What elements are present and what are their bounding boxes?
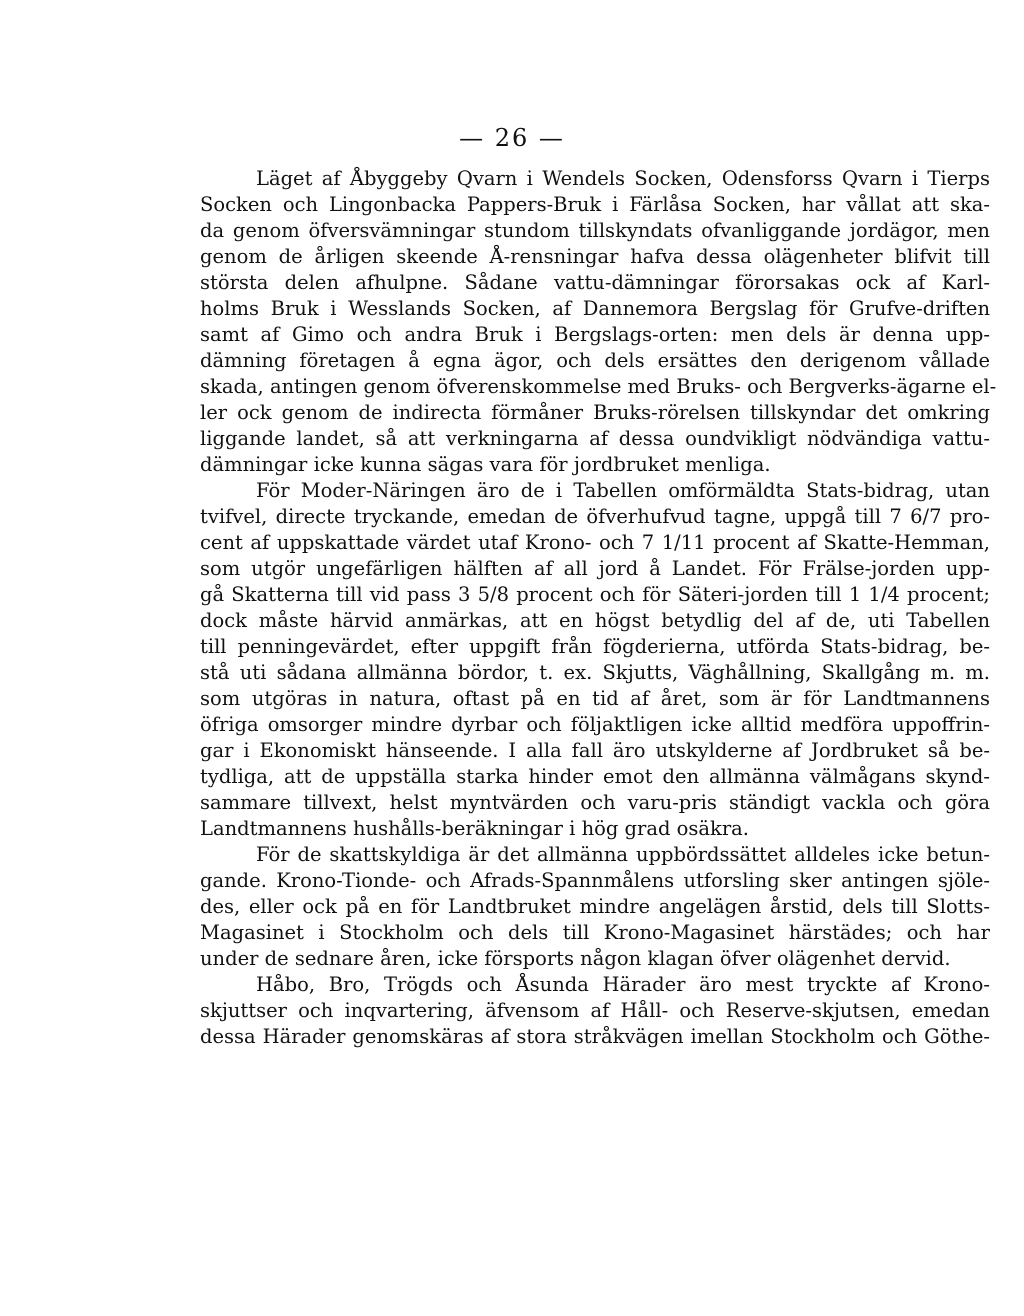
text-line: För de skattskyldiga är det allmänna uppbördssättet alldeles icke betun- bbox=[256, 843, 990, 866]
text-line: holms Bruk i Wesslands Socken, af Dannemora Bergslag för Grufve-driften bbox=[200, 297, 990, 320]
page-number: — 26 — bbox=[459, 124, 565, 152]
text-line: till penningevärdet, efter uppgift från fögderierna, utförda Stats-bidrag, be- bbox=[200, 635, 990, 658]
text-line: som utgöras in natura, oftast på en tid af året, som är för Landtmannens bbox=[200, 687, 990, 710]
text-line: des, eller ock på en för Landtbruket mindre angelägen årstid, dels till Slotts- bbox=[200, 895, 990, 918]
text-line: Landtmannens hushålls-beräkningar i hög grad osäkra. bbox=[200, 817, 749, 840]
text-line: dämning företagen å egna ägor, och dels ersättes den derigenom vållade bbox=[200, 349, 990, 372]
text-line: genom de årligen skeende Å-rensningar hafva dessa olägenheter blifvit till bbox=[200, 245, 990, 268]
paragraph bbox=[200, 972, 990, 1050]
text-line: Magasinet i Stockholm och dels till Krono-Magasinet härstädes; och har bbox=[200, 921, 990, 944]
text-line: För Moder-Näringen äro de i Tabellen omförmäldta Stats-bidrag, utan bbox=[256, 479, 990, 502]
text-line: sammare tillvext, helst myntvärden och varu-pris ständigt vackla och göra bbox=[200, 791, 990, 814]
text-line: dämningar icke kunna sägas vara för jordbruket menliga. bbox=[200, 453, 771, 476]
text-line: tydliga, att de uppställa starka hinder emot den allmänna välmågans skynd- bbox=[200, 765, 990, 788]
text-line: skada, antingen genom öfverenskommelse med Bruks- och Bergverks-ägarne el- bbox=[200, 375, 997, 398]
text-line: samt af Gimo och andra Bruk i Bergslags-orten: men dels är denna upp- bbox=[200, 323, 990, 346]
text-line: dock måste härvid anmärkas, att en högst betydlig del af de, uti Tabellen bbox=[200, 609, 990, 632]
text-line: Socken och Lingonbacka Pappers-Bruk i Färlåsa Socken, har vållat att ska- bbox=[200, 193, 990, 216]
text-line: Håbo, Bro, Trögds och Åsunda Härader äro mest tryckte af Krono- bbox=[256, 973, 990, 996]
text-line: tvifvel, directe tryckande, emedan de öfverhufvud tagne, uppgå till 7 6/7 pro- bbox=[200, 505, 990, 528]
paragraph bbox=[200, 478, 990, 842]
paragraph bbox=[200, 166, 997, 478]
text-line: ler ock genom de indirecta förmåner Bruks-rörelsen tillskyndar det omkring bbox=[200, 401, 990, 424]
text-line: största delen afhulpne. Sådane vattu-dämningar förorsakas ock af Karl- bbox=[200, 271, 990, 294]
text-line: gar i Ekonomiskt hänseende. I alla fall äro utskylderne af Jordbruket så be- bbox=[200, 739, 990, 762]
text-line: öfriga omsorger mindre dyrbar och följaktligen icke alltid medföra uppoffrin- bbox=[200, 713, 990, 736]
text-line: da genom öfversvämningar stundom tillskyndats ofvanliggande jordägor, men bbox=[200, 219, 990, 242]
text-line: skjuttser och inqvartering, äfvensom af Håll- och Reserve-skjutsen, emedan bbox=[200, 999, 990, 1022]
paragraph bbox=[200, 842, 990, 972]
text-line: stå uti sådana allmänna bördor, t. ex. Skjutts, Väghållning, Skallgång m. m. bbox=[200, 661, 990, 684]
text-line: dessa Härader genomskäras af stora stråkvägen imellan Stockholm och Göthe- bbox=[200, 1025, 990, 1048]
text-line: gande. Krono-Tionde- och Afrads-Spannmålens utforsling sker antingen sjöle- bbox=[200, 869, 990, 892]
body-text bbox=[200, 166, 997, 1050]
text-line: under de sednare åren, icke försports någon klagan öfver olägenhet dervid. bbox=[200, 947, 951, 970]
text-line: gå Skatterna till vid pass 3 5/8 procent och för Säteri-jorden till 1 1/4 procent; bbox=[200, 583, 990, 606]
text-line: Läget af Åbyggeby Qvarn i Wendels Socken, Odensforss Qvarn i Tierps bbox=[256, 167, 990, 190]
text-line: som utgör ungefärligen hälften af all jord å Landet. För Frälse-jorden upp- bbox=[200, 557, 990, 580]
text-line: cent af uppskattade värdet utaf Krono- och 7 1/11 procent af Skatte-Hemman, bbox=[200, 531, 990, 554]
text-line: liggande landet, så att verkningarna af dessa oundvikligt nödvändiga vattu- bbox=[200, 427, 990, 450]
